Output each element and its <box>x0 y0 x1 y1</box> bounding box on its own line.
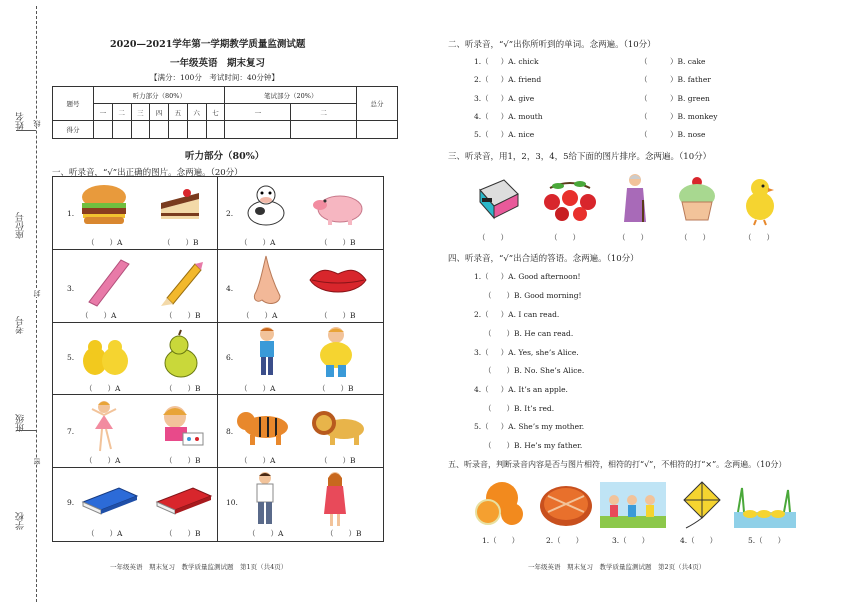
judge-blank[interactable]: 5.（ ） <box>748 536 786 545</box>
question-cell <box>218 395 383 468</box>
score-table-writing-header: 笔试部分（20%） <box>225 87 357 104</box>
pears-icon <box>79 331 131 377</box>
lips-icon <box>308 264 368 298</box>
score-table-question-header: 题号 <box>53 87 94 121</box>
footer-right: 一年级英语 期末复习 教学质量监测试题 第2页（共4页） <box>528 563 706 571</box>
score-col: 五 <box>169 104 188 121</box>
question-cell <box>218 323 383 396</box>
option-a[interactable]: ）A. I can read. <box>500 310 560 319</box>
question-number: 2. <box>226 209 234 218</box>
judge-blank[interactable]: 1.（ ） <box>482 536 520 545</box>
question-cell <box>218 250 383 323</box>
reply-row <box>474 384 568 395</box>
score-table-score-header: 得分 <box>53 121 94 139</box>
red-book-icon <box>153 482 213 516</box>
question-number: 9. <box>67 498 75 508</box>
answer-a[interactable]: （ ）A <box>85 383 121 393</box>
chick-icon <box>740 174 780 226</box>
option-a[interactable]: ）A. Yes, she’s Alice. <box>500 348 579 357</box>
margin-label-school: 学校 <box>16 512 26 530</box>
row-number: 2.（ <box>474 310 489 319</box>
option-b[interactable]: （ ）B. He can read. <box>484 329 574 338</box>
reply-row <box>474 309 559 320</box>
eraser-icon <box>474 176 522 222</box>
option-b[interactable]: （ ）B. He’s my father. <box>484 441 583 450</box>
score-cell[interactable] <box>131 121 150 139</box>
pear-icon <box>161 329 201 379</box>
option-a[interactable]: ）A. chick <box>500 57 539 66</box>
answer-a[interactable]: （ ）A <box>240 238 276 247</box>
score-col: 二 <box>291 104 357 121</box>
pie-icon <box>538 482 594 528</box>
pencil-icon <box>155 256 205 308</box>
exam-title: 2020—2021学年第一学期教学质量监测试题 <box>110 39 306 50</box>
option-a[interactable]: ）A. friend <box>500 75 542 84</box>
score-cell[interactable] <box>112 121 131 139</box>
score-cell[interactable] <box>206 121 225 139</box>
score-cell[interactable] <box>94 121 113 139</box>
woman-icon <box>322 470 348 528</box>
score-table-listening-header: 听力部分（80%） <box>94 87 225 104</box>
question-cell <box>53 395 218 468</box>
margin-mark-seal: 封 <box>33 290 41 297</box>
section2-title: 二、听录音，“√”出你所听到的单词。念两遍。（10分） <box>448 40 656 50</box>
judge-blank[interactable]: 4.（ ） <box>680 536 718 545</box>
question-cell <box>218 468 383 541</box>
subject-title: 一年级英语 期末复习 <box>170 58 266 69</box>
score-col: 四 <box>150 104 169 121</box>
answer-b[interactable]: （ ）B <box>318 383 354 393</box>
question-number: 1. <box>67 209 75 218</box>
question-cell <box>53 468 218 541</box>
question-number: 4. <box>226 283 234 293</box>
option-b[interactable]: （ ）B. Good morning! <box>484 291 582 300</box>
question-cell <box>53 323 218 396</box>
judge-blank[interactable]: 2.（ ） <box>546 536 584 545</box>
margin-mark-secret: 密 <box>33 458 41 465</box>
order-blank[interactable]: （ ） <box>680 233 710 242</box>
question-cell <box>53 177 218 250</box>
row-number: 5.（ <box>474 130 489 139</box>
answer-b[interactable]: （ ）B <box>165 456 201 466</box>
answer-a[interactable]: （ ）A <box>240 456 276 466</box>
apples-icon <box>540 176 600 222</box>
ducks-icon <box>734 482 796 528</box>
score-cell[interactable] <box>187 121 206 139</box>
option-b[interactable]: （ ）B. father <box>640 75 711 84</box>
nose-icon <box>250 254 286 308</box>
word-row <box>474 56 539 67</box>
score-table-total-header: 总分 <box>357 87 398 121</box>
question-number: 10. <box>226 498 238 508</box>
section1-title: 一、听录音，“√”出正确的图片。念两遍。（20分） <box>52 168 243 178</box>
class-underline <box>16 430 36 431</box>
score-col: 七 <box>206 104 225 121</box>
row-number: 3.（ <box>474 348 489 357</box>
option-a[interactable]: ）A. give <box>500 94 535 103</box>
blue-book-icon <box>79 482 139 516</box>
margin-mark-line: 线 <box>33 120 41 127</box>
reply-row <box>474 271 581 282</box>
answer-a[interactable]: （ ）A <box>81 310 117 320</box>
answer-b[interactable]: （ ）B <box>326 529 362 539</box>
answer-a[interactable]: （ ）A <box>85 456 121 466</box>
score-cell[interactable] <box>357 121 398 139</box>
row-number: 4.（ <box>474 385 489 394</box>
answer-b[interactable]: （ ）B <box>165 383 201 393</box>
option-b[interactable]: （ ）B. nose <box>640 130 706 139</box>
score-cell[interactable] <box>169 121 188 139</box>
score-cell[interactable] <box>291 121 357 139</box>
margin-label-name: 姓名 <box>16 112 26 130</box>
score-col: 三 <box>131 104 150 121</box>
ruler-icon <box>83 256 133 308</box>
margin-label-class: 班级 <box>16 414 26 432</box>
score-col: 一 <box>94 104 113 121</box>
children-icon <box>600 482 666 528</box>
option-b[interactable]: （ ）B. cake <box>640 57 706 66</box>
dancing-girl-icon <box>89 399 119 455</box>
score-cell[interactable] <box>225 121 291 139</box>
option-b[interactable]: （ ）B. It’s red. <box>484 404 555 413</box>
footer-left: 一年级英语 期末复习 教学质量监测试题 第1页（共4页） <box>110 563 288 571</box>
question-number: 7. <box>67 427 75 437</box>
score-col: 一 <box>225 104 291 121</box>
cow-icon <box>242 181 290 229</box>
answer-b[interactable]: （ ）B <box>163 238 199 247</box>
thin-boy-icon <box>254 325 280 381</box>
fat-boy-icon <box>316 325 356 381</box>
order-blank[interactable]: （ ） <box>744 233 774 242</box>
man-icon <box>252 470 278 528</box>
option-a[interactable]: ）A. Good afternoon! <box>500 272 581 281</box>
option-b[interactable]: （ ）B. No. She’s Alice. <box>484 366 585 375</box>
painting-girl-icon <box>153 401 207 449</box>
section5-title: 五、听录音，判断录音内容是否与图片相符，相符的打“√”，不相符的打“×”。念两遍。（10分） <box>448 460 787 469</box>
cupcake-icon <box>676 174 718 224</box>
option-a[interactable]: ）A. mouth <box>500 112 543 121</box>
oranges-icon <box>472 480 530 528</box>
option-b[interactable]: （ ）B. monkey <box>640 112 718 121</box>
tiger-icon <box>236 405 296 447</box>
section1-grid <box>52 176 384 542</box>
answer-a[interactable]: （ ）A <box>242 310 278 320</box>
order-blank[interactable]: （ ） <box>478 233 508 242</box>
score-col: 六 <box>187 104 206 121</box>
binding-line <box>36 6 37 602</box>
listening-part-title: 听力部分（80%） <box>185 151 265 162</box>
margin-label-seat: 座位号 <box>16 212 26 239</box>
row-number: 2.（ <box>474 75 489 84</box>
answer-b[interactable]: （ ）B <box>320 310 356 320</box>
section3-title: 三、听录音，用1，2，3，4，5给下面的图片排序。念两遍。（10分） <box>448 152 712 162</box>
hamburger-icon <box>79 183 129 227</box>
answer-a[interactable]: （ ）A <box>240 383 276 393</box>
answer-b[interactable]: （ ）B <box>165 529 201 539</box>
pig-icon <box>310 187 366 227</box>
reply-row <box>474 421 584 432</box>
question-cell <box>218 177 383 250</box>
order-blank[interactable]: （ ） <box>618 233 648 242</box>
word-row <box>474 111 543 122</box>
word-row <box>474 74 541 85</box>
option-a[interactable]: ）A. nice <box>500 130 535 139</box>
reply-row <box>474 347 579 358</box>
word-row <box>474 129 534 140</box>
answer-a[interactable]: （ ）A <box>87 238 123 247</box>
cake-slice-icon <box>157 185 203 225</box>
row-number: 1.（ <box>474 272 489 281</box>
answer-b[interactable]: （ ）B <box>320 456 356 466</box>
word-row <box>474 93 534 104</box>
order-blank[interactable]: （ ） <box>550 233 580 242</box>
section4-title: 四、听录音，“√”出合适的答语。念两遍。（10分） <box>448 254 639 264</box>
question-cell <box>53 250 218 323</box>
score-table <box>52 86 398 139</box>
row-number: 3.（ <box>474 94 489 103</box>
answer-b[interactable]: （ ）B <box>165 310 201 320</box>
question-number: 6. <box>226 352 234 362</box>
margin-label-exam-no: 考号 <box>16 316 26 334</box>
score-col: 二 <box>112 104 131 121</box>
option-a[interactable]: ）A. She’s my mother. <box>500 422 585 431</box>
answer-b[interactable]: （ ）B <box>320 238 356 247</box>
question-number: 5. <box>67 352 75 362</box>
kite-icon <box>678 480 724 530</box>
row-number: 5.（ <box>474 422 489 431</box>
answer-a[interactable]: （ ）A <box>87 529 123 539</box>
option-b[interactable]: （ ）B. green <box>640 94 710 103</box>
judge-blank[interactable]: 3.（ ） <box>612 536 650 545</box>
answer-a[interactable]: （ ）A <box>248 529 284 539</box>
row-number: 1.（ <box>474 57 489 66</box>
grandma-icon <box>622 172 648 226</box>
question-number: 3. <box>67 283 75 293</box>
name-underline <box>16 130 36 131</box>
row-number: 4.（ <box>474 112 489 121</box>
question-number: 8. <box>226 427 234 437</box>
score-cell[interactable] <box>150 121 169 139</box>
lion-icon <box>310 405 370 447</box>
option-a[interactable]: ）A. It’s an apple. <box>500 385 568 394</box>
exam-info: 【满分：100分 考试时间：40分钟】 <box>150 73 279 82</box>
